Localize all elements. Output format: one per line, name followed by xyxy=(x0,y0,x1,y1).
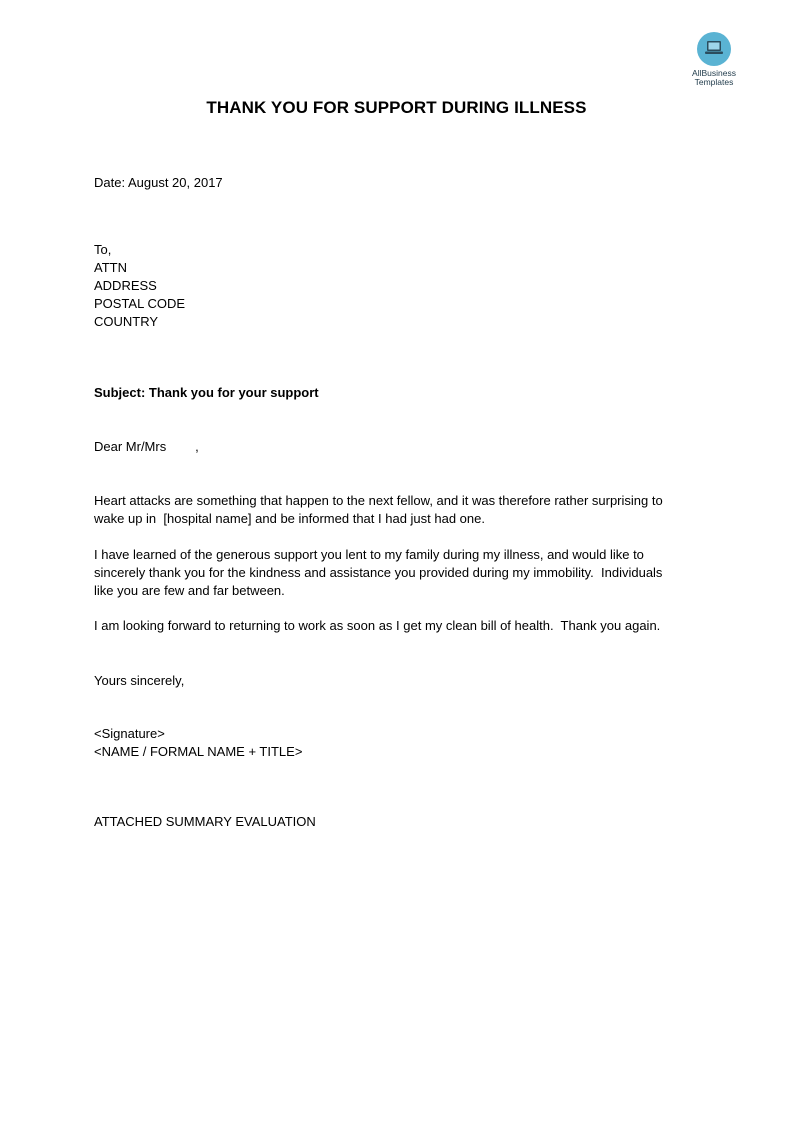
address-line: ADDRESS xyxy=(94,278,157,293)
body-paragraph-1 xyxy=(94,492,709,528)
address-country: COUNTRY xyxy=(94,314,159,329)
paragraph-line: like you are few and far between. xyxy=(94,583,285,598)
body-paragraph-2 xyxy=(94,546,709,600)
paragraph-line: I am looking forward to returning to work as soon as I get my clean bill of health. Thank you again. xyxy=(94,618,661,633)
document-title: THANK YOU FOR SUPPORT DURING ILLNESS xyxy=(206,98,587,117)
body-paragraph-3 xyxy=(94,617,709,635)
address-postal-code: POSTAL CODE xyxy=(94,296,186,311)
paragraph-line: I have learned of the generous support you lent to my family during my illness, and would like to xyxy=(94,547,644,562)
letter-closing: Yours sincerely, xyxy=(94,673,185,688)
logo-line-2: Templates xyxy=(694,77,734,87)
logo-text xyxy=(682,69,746,87)
allbusiness-logo xyxy=(682,32,746,87)
letter-date: Date: August 20, 2017 xyxy=(94,175,223,190)
logo-line-1: AllBusiness xyxy=(692,68,736,78)
name-title-placeholder: <NAME / FORMAL NAME + TITLE> xyxy=(94,744,303,759)
attachment-note: ATTACHED SUMMARY EVALUATION xyxy=(94,814,316,829)
paragraph-line: Heart attacks are something that happen to the next fellow, and it was therefore rather surprising to xyxy=(94,493,663,508)
address-to: To, xyxy=(94,242,112,257)
signature-placeholder: <Signature> xyxy=(94,726,165,741)
letter-subject: Subject: Thank you for your support xyxy=(94,385,319,400)
address-attn: ATTN xyxy=(94,260,127,275)
paragraph-line: wake up in [hospital name] and be informed that I had just had one. xyxy=(94,511,485,526)
letter-salutation: Dear Mr/Mrs , xyxy=(94,439,199,454)
paragraph-line: sincerely thank you for the kindness and assistance you provided during my immobility. Individuals xyxy=(94,565,663,580)
laptop-icon xyxy=(697,32,731,66)
